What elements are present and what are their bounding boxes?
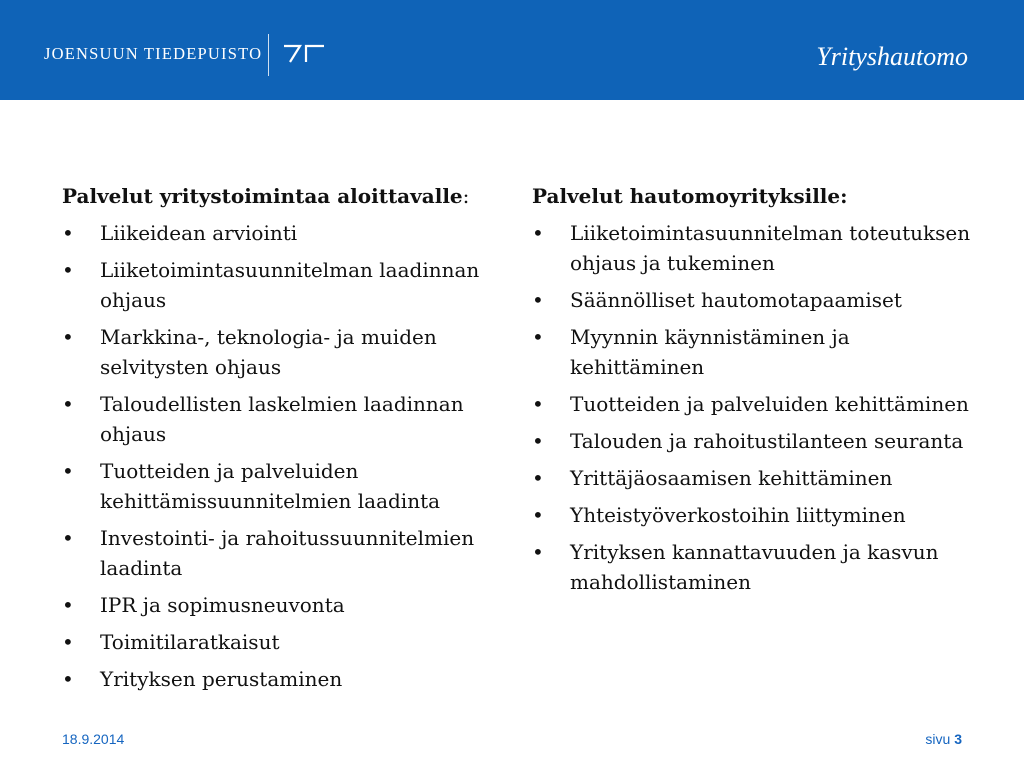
list-item-text: Talouden ja rahoitustilanteen seuranta — [570, 429, 964, 453]
bullet-icon: • — [62, 630, 74, 654]
page-title: Yrityshautomo — [816, 42, 968, 71]
footer-date: 18.9.2014 — [62, 731, 125, 747]
list-item — [62, 218, 502, 248]
list-item-text: Tuotteiden ja palveluiden kehittämissuunnitelmien laadinta — [100, 459, 441, 513]
list-item-text: Tuotteiden ja palveluiden kehittäminen — [570, 392, 969, 416]
logo-wordmark: JOENSUUN TIEDEPUISTO — [44, 44, 263, 63]
list-item — [62, 627, 502, 657]
list-item-text: Yrityksen perustaminen — [100, 667, 343, 691]
bullet-icon: • — [62, 392, 74, 416]
left-heading-colon: : — [462, 184, 470, 208]
list-item — [62, 322, 502, 382]
list-item — [532, 285, 982, 315]
list-item — [62, 255, 502, 315]
page-label: sivu — [925, 731, 951, 747]
bullet-icon: • — [62, 325, 74, 349]
bullet-icon: • — [62, 593, 74, 617]
list-item — [532, 322, 982, 382]
right-bullet-list — [532, 218, 982, 597]
list-item-text: Markkina-, teknologia- ja muiden selvitysten ohjaus — [100, 325, 437, 379]
list-item — [532, 500, 982, 530]
list-item-text: Yhteistyöverkostoihin liittyminen — [570, 503, 906, 527]
bullet-icon: • — [532, 288, 544, 312]
bullet-icon: • — [62, 258, 74, 282]
bullet-icon: • — [532, 466, 544, 490]
footer-page-number — [925, 731, 962, 747]
logo-divider — [268, 34, 269, 76]
left-column — [62, 181, 502, 701]
list-item-text: Liikeidean arviointi — [100, 221, 298, 245]
bullet-icon: • — [532, 392, 544, 416]
header-banner — [0, 0, 1024, 100]
list-item-text: IPR ja sopimusneuvonta — [100, 593, 345, 617]
bullet-icon: • — [62, 221, 74, 245]
list-item-text: Yrityksen kannattavuuden ja kasvun mahdollistaminen — [570, 540, 939, 594]
left-bullet-list — [62, 218, 502, 694]
list-item-text: Toimitilaratkaisut — [100, 630, 280, 654]
list-item-text: Investointi- ja rahoitussuunnitelmien laadinta — [100, 526, 475, 580]
list-item-text: Säännölliset hautomotapaamiset — [570, 288, 902, 312]
bullet-icon: • — [532, 325, 544, 349]
bullet-icon: • — [532, 221, 544, 245]
list-item — [532, 218, 982, 278]
list-item — [532, 389, 982, 419]
list-item — [532, 426, 982, 456]
list-item — [62, 664, 502, 694]
list-item — [62, 389, 502, 449]
list-item — [62, 456, 502, 516]
bullet-icon: • — [62, 526, 74, 550]
list-item-text: Myynnin käynnistäminen ja kehittäminen — [570, 325, 850, 379]
bullet-icon: • — [532, 503, 544, 527]
right-column — [532, 181, 982, 604]
left-column-heading — [62, 181, 502, 211]
bullet-icon: • — [62, 459, 74, 483]
right-column-heading: Palvelut hautomoyrityksille: — [532, 184, 848, 208]
page-number: 3 — [954, 731, 962, 747]
logo-mark-icon — [282, 44, 326, 64]
list-item — [532, 463, 982, 493]
bullet-icon: • — [532, 540, 544, 564]
list-item — [532, 537, 982, 597]
list-item-text: Yrittäjäosaamisen kehittäminen — [570, 466, 893, 490]
list-item-text: Taloudellisten laskelmien laadinnan ohjaus — [100, 392, 464, 446]
bullet-icon: • — [532, 429, 544, 453]
list-item — [62, 523, 502, 583]
bullet-icon: • — [62, 667, 74, 691]
list-item-text: Liiketoimintasuunnitelman laadinnan ohjaus — [100, 258, 480, 312]
left-heading-text: Palvelut yritystoimintaa aloittavalle — [62, 184, 463, 208]
list-item-text: Liiketoimintasuunnitelman toteutuksen ohjaus ja tukeminen — [570, 221, 971, 275]
list-item — [62, 590, 502, 620]
